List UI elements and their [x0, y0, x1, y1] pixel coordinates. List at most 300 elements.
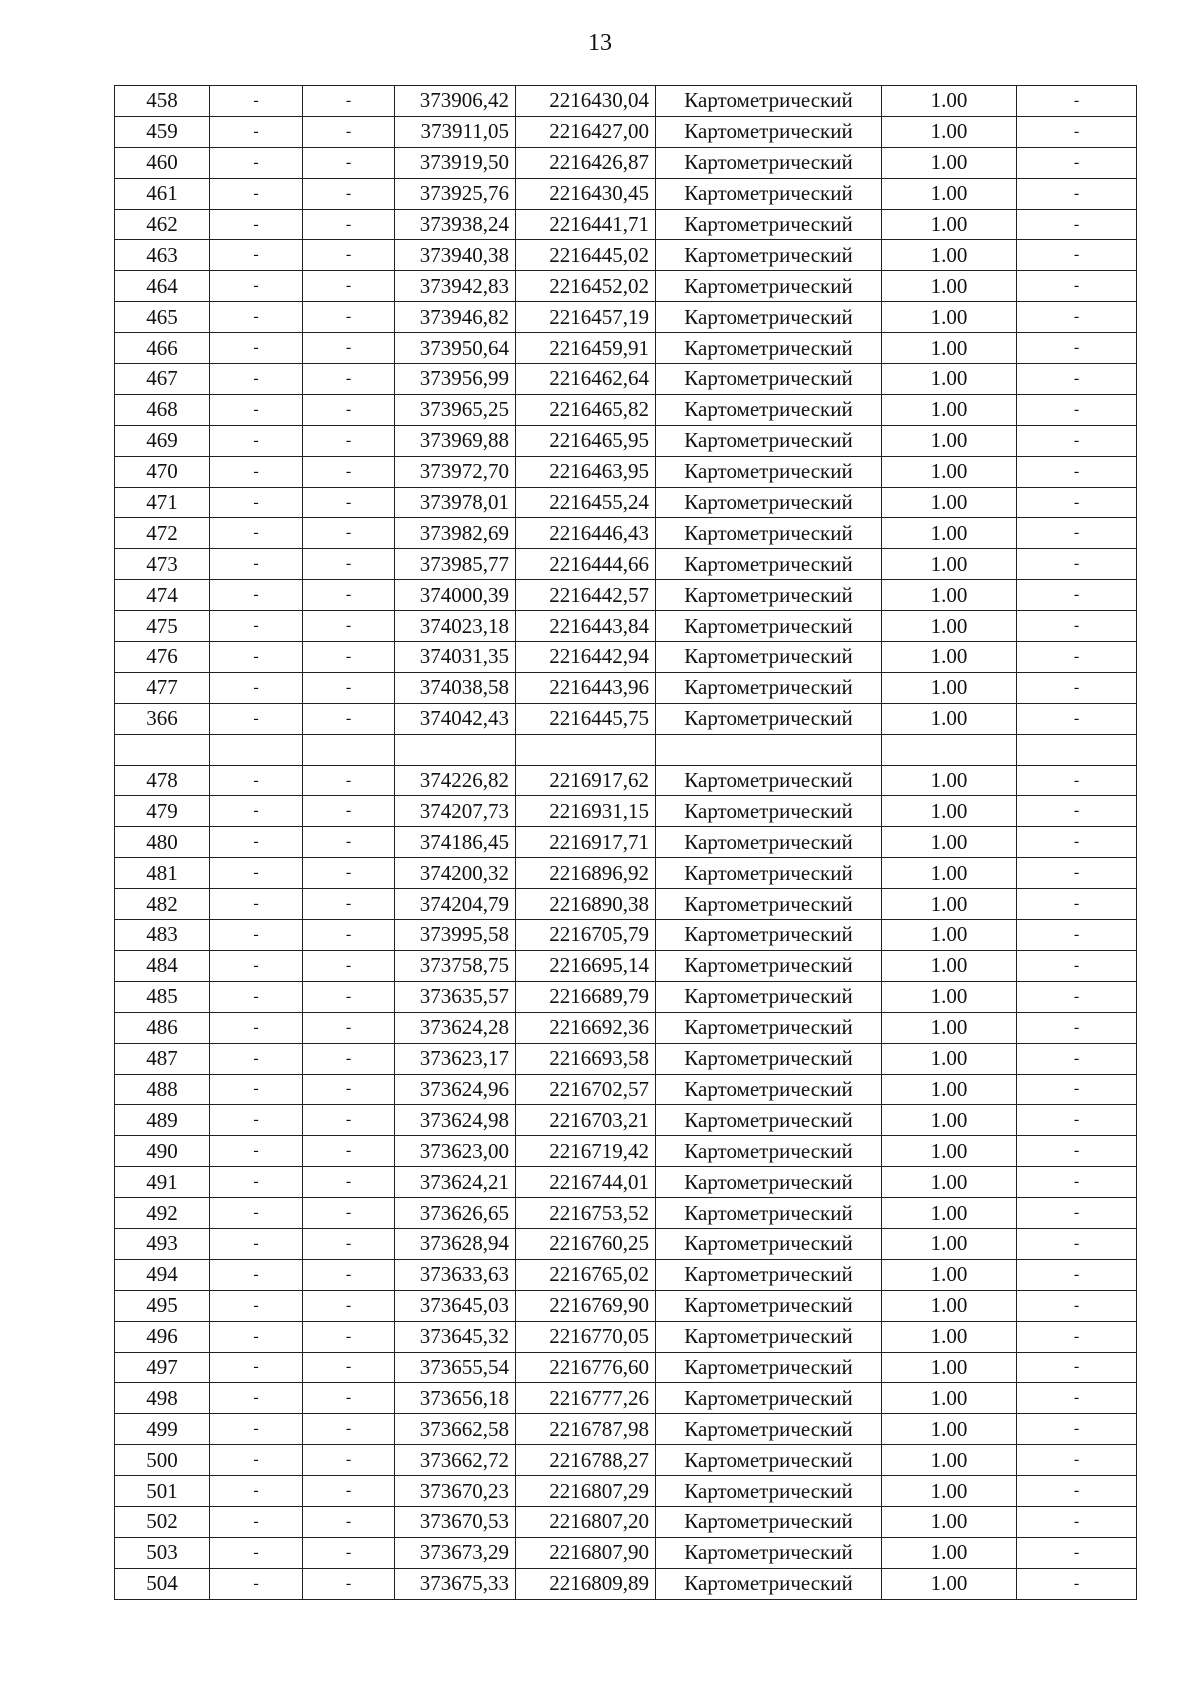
col3-cell: - [303, 1476, 395, 1507]
x-coordinate-cell: 373673,29 [395, 1537, 516, 1568]
col2-cell [210, 734, 303, 765]
method-cell: Картометрический [656, 827, 882, 858]
point-number-cell: 478 [115, 765, 210, 796]
col2-cell: - [210, 116, 303, 147]
y-coordinate-cell: 2216807,29 [516, 1476, 656, 1507]
description-cell: - [1017, 1537, 1137, 1568]
point-number-cell: 493 [115, 1228, 210, 1259]
description-cell: - [1017, 1228, 1137, 1259]
col3-cell: - [303, 1290, 395, 1321]
description-cell: - [1017, 147, 1137, 178]
point-number-cell: 485 [115, 981, 210, 1012]
table-row [115, 580, 1137, 611]
x-coordinate-cell: 373995,58 [395, 920, 516, 951]
point-number-cell: 499 [115, 1414, 210, 1445]
col2-cell: - [210, 456, 303, 487]
accuracy-cell: 1.00 [882, 827, 1017, 858]
col3-cell: - [303, 209, 395, 240]
description-cell: - [1017, 271, 1137, 302]
table-row [115, 1476, 1137, 1507]
method-cell: Картометрический [656, 765, 882, 796]
col3-cell: - [303, 611, 395, 642]
x-coordinate-cell: 373624,96 [395, 1074, 516, 1105]
description-cell: - [1017, 642, 1137, 673]
accuracy-cell: 1.00 [882, 580, 1017, 611]
x-coordinate-cell: 373906,42 [395, 86, 516, 117]
point-number-cell: 465 [115, 302, 210, 333]
description-cell: - [1017, 889, 1137, 920]
col3-cell: - [303, 920, 395, 951]
col2-cell: - [210, 1414, 303, 1445]
y-coordinate-cell: 2216703,21 [516, 1105, 656, 1136]
method-cell: Картометрический [656, 1136, 882, 1167]
method-cell: Картометрический [656, 456, 882, 487]
x-coordinate-cell: 373662,72 [395, 1445, 516, 1476]
point-number-cell: 461 [115, 178, 210, 209]
table-row [115, 858, 1137, 889]
y-coordinate-cell: 2216788,27 [516, 1445, 656, 1476]
method-cell: Картометрический [656, 116, 882, 147]
table-row [115, 1167, 1137, 1198]
y-coordinate-cell: 2216452,02 [516, 271, 656, 302]
col2-cell: - [210, 765, 303, 796]
table-row [115, 1228, 1137, 1259]
description-cell: - [1017, 1414, 1137, 1445]
col3-cell: - [303, 981, 395, 1012]
y-coordinate-cell: 2216426,87 [516, 147, 656, 178]
col3-cell: - [303, 1198, 395, 1229]
table-row [115, 672, 1137, 703]
table-row [115, 394, 1137, 425]
method-cell: Картометрический [656, 950, 882, 981]
point-number-cell: 475 [115, 611, 210, 642]
method-cell: Картометрический [656, 394, 882, 425]
x-coordinate-cell: 373633,63 [395, 1259, 516, 1290]
accuracy-cell: 1.00 [882, 858, 1017, 889]
col3-cell: - [303, 487, 395, 518]
col2-cell: - [210, 950, 303, 981]
y-coordinate-cell: 2216777,26 [516, 1383, 656, 1414]
table-row [115, 456, 1137, 487]
accuracy-cell: 1.00 [882, 1259, 1017, 1290]
method-cell: Картометрический [656, 1414, 882, 1445]
point-number-cell: 496 [115, 1321, 210, 1352]
col2-cell: - [210, 1167, 303, 1198]
x-coordinate-cell: 373662,58 [395, 1414, 516, 1445]
x-coordinate-cell: 373623,00 [395, 1136, 516, 1167]
method-cell: Картометрический [656, 209, 882, 240]
x-coordinate-cell: 373623,17 [395, 1043, 516, 1074]
col3-cell: - [303, 518, 395, 549]
description-cell: - [1017, 333, 1137, 364]
point-number-cell: 469 [115, 425, 210, 456]
col2-cell: - [210, 1537, 303, 1568]
point-number-cell: 366 [115, 703, 210, 734]
col2-cell: - [210, 889, 303, 920]
x-coordinate-cell: 373965,25 [395, 394, 516, 425]
description-cell: - [1017, 364, 1137, 395]
x-coordinate-cell: 373624,28 [395, 1012, 516, 1043]
x-coordinate-cell: 373978,01 [395, 487, 516, 518]
method-cell: Картометрический [656, 425, 882, 456]
col3-cell: - [303, 1136, 395, 1167]
y-coordinate-cell: 2216896,92 [516, 858, 656, 889]
x-coordinate-cell: 373919,50 [395, 147, 516, 178]
accuracy-cell: 1.00 [882, 209, 1017, 240]
table-row [115, 1074, 1137, 1105]
table-row [115, 86, 1137, 117]
col2-cell: - [210, 703, 303, 734]
accuracy-cell: 1.00 [882, 642, 1017, 673]
y-coordinate-cell: 2216445,02 [516, 240, 656, 271]
col3-cell: - [303, 1074, 395, 1105]
col2-cell: - [210, 518, 303, 549]
accuracy-cell: 1.00 [882, 1074, 1017, 1105]
y-coordinate-cell: 2216442,94 [516, 642, 656, 673]
col3-cell: - [303, 1568, 395, 1599]
x-coordinate-cell: 374031,35 [395, 642, 516, 673]
description-cell: - [1017, 858, 1137, 889]
col3-cell: - [303, 456, 395, 487]
col2-cell: - [210, 1445, 303, 1476]
accuracy-cell: 1.00 [882, 425, 1017, 456]
table-row [115, 302, 1137, 333]
col2-cell: - [210, 209, 303, 240]
table-row [115, 364, 1137, 395]
y-coordinate-cell: 2216809,89 [516, 1568, 656, 1599]
accuracy-cell: 1.00 [882, 518, 1017, 549]
col2-cell: - [210, 425, 303, 456]
table-row [115, 1568, 1137, 1599]
col3-cell: - [303, 1167, 395, 1198]
description-cell: - [1017, 1012, 1137, 1043]
col2-cell: - [210, 981, 303, 1012]
point-number-cell: 477 [115, 672, 210, 703]
col2-cell: - [210, 487, 303, 518]
col3-cell: - [303, 1506, 395, 1537]
y-coordinate-cell: 2216459,91 [516, 333, 656, 364]
y-coordinate-cell: 2216787,98 [516, 1414, 656, 1445]
accuracy-cell: 1.00 [882, 1136, 1017, 1167]
table-row [115, 518, 1137, 549]
accuracy-cell [882, 734, 1017, 765]
point-number-cell: 476 [115, 642, 210, 673]
col2-cell: - [210, 1476, 303, 1507]
table-row [115, 178, 1137, 209]
description-cell: - [1017, 209, 1137, 240]
y-coordinate-cell: 2216689,79 [516, 981, 656, 1012]
point-number-cell: 503 [115, 1537, 210, 1568]
description-cell: - [1017, 302, 1137, 333]
method-cell: Картометрический [656, 1043, 882, 1074]
x-coordinate-cell: 374038,58 [395, 672, 516, 703]
point-number-cell: 467 [115, 364, 210, 395]
col3-cell: - [303, 796, 395, 827]
method-cell: Картометрический [656, 1321, 882, 1352]
method-cell: Картометрический [656, 1383, 882, 1414]
description-cell: - [1017, 116, 1137, 147]
point-number-cell: 462 [115, 209, 210, 240]
col3-cell: - [303, 1537, 395, 1568]
col2-cell: - [210, 1228, 303, 1259]
x-coordinate-cell: 373655,54 [395, 1352, 516, 1383]
method-cell: Картометрический [656, 1259, 882, 1290]
col3-cell: - [303, 1445, 395, 1476]
col2-cell: - [210, 1259, 303, 1290]
table-row [115, 549, 1137, 580]
y-coordinate-cell: 2216695,14 [516, 950, 656, 981]
x-coordinate-cell: 373946,82 [395, 302, 516, 333]
table-row [115, 889, 1137, 920]
col2-cell: - [210, 549, 303, 580]
point-number-cell: 480 [115, 827, 210, 858]
accuracy-cell: 1.00 [882, 487, 1017, 518]
table-row [115, 1198, 1137, 1229]
accuracy-cell: 1.00 [882, 549, 1017, 580]
description-cell: - [1017, 518, 1137, 549]
description-cell: - [1017, 456, 1137, 487]
col2-cell: - [210, 364, 303, 395]
point-number-cell: 489 [115, 1105, 210, 1136]
point-number-cell: 479 [115, 796, 210, 827]
y-coordinate-cell: 2216769,90 [516, 1290, 656, 1321]
method-cell: Картометрический [656, 1537, 882, 1568]
x-coordinate-cell: 373624,21 [395, 1167, 516, 1198]
point-number-cell: 481 [115, 858, 210, 889]
table-row [115, 981, 1137, 1012]
x-coordinate-cell: 373956,99 [395, 364, 516, 395]
point-number-cell: 500 [115, 1445, 210, 1476]
table-row [115, 1043, 1137, 1074]
point-number-cell: 486 [115, 1012, 210, 1043]
table-row [115, 240, 1137, 271]
table-row [115, 1105, 1137, 1136]
table-row [115, 796, 1137, 827]
method-cell: Картометрический [656, 147, 882, 178]
col3-cell: - [303, 178, 395, 209]
x-coordinate-cell: 373758,75 [395, 950, 516, 981]
description-cell: - [1017, 981, 1137, 1012]
description-cell: - [1017, 1136, 1137, 1167]
method-cell: Картометрический [656, 364, 882, 395]
col2-cell: - [210, 1198, 303, 1229]
table-row [115, 611, 1137, 642]
col2-cell: - [210, 611, 303, 642]
table-row [115, 1136, 1137, 1167]
y-coordinate-cell: 2216443,96 [516, 672, 656, 703]
col2-cell: - [210, 642, 303, 673]
point-number-cell: 498 [115, 1383, 210, 1414]
col3-cell: - [303, 147, 395, 178]
x-coordinate-cell [395, 734, 516, 765]
description-cell: - [1017, 950, 1137, 981]
col3-cell: - [303, 1352, 395, 1383]
description-cell: - [1017, 1445, 1137, 1476]
accuracy-cell: 1.00 [882, 920, 1017, 951]
method-cell: Картометрический [656, 178, 882, 209]
accuracy-cell: 1.00 [882, 703, 1017, 734]
point-number-cell: 483 [115, 920, 210, 951]
description-cell: - [1017, 487, 1137, 518]
point-number-cell: 484 [115, 950, 210, 981]
point-number-cell: 492 [115, 1198, 210, 1229]
point-number-cell: 463 [115, 240, 210, 271]
col2-cell: - [210, 1043, 303, 1074]
point-number-cell: 504 [115, 1568, 210, 1599]
col3-cell: - [303, 827, 395, 858]
col2-cell: - [210, 1136, 303, 1167]
table-row [115, 487, 1137, 518]
y-coordinate-cell: 2216890,38 [516, 889, 656, 920]
method-cell: Картометрический [656, 672, 882, 703]
table-row [115, 1352, 1137, 1383]
col3-cell: - [303, 271, 395, 302]
y-coordinate-cell: 2216765,02 [516, 1259, 656, 1290]
y-coordinate-cell: 2216443,84 [516, 611, 656, 642]
x-coordinate-cell: 374200,32 [395, 858, 516, 889]
description-cell: - [1017, 1506, 1137, 1537]
point-number-cell: 497 [115, 1352, 210, 1383]
method-cell: Картометрический [656, 1290, 882, 1321]
table-row [115, 1321, 1137, 1352]
col3-cell: - [303, 364, 395, 395]
y-coordinate-cell: 2216430,45 [516, 178, 656, 209]
col3-cell: - [303, 858, 395, 889]
accuracy-cell: 1.00 [882, 1012, 1017, 1043]
col2-cell: - [210, 672, 303, 703]
point-number-cell: 471 [115, 487, 210, 518]
point-number-cell: 502 [115, 1506, 210, 1537]
method-cell: Картометрический [656, 1352, 882, 1383]
y-coordinate-cell: 2216465,82 [516, 394, 656, 425]
col3-cell: - [303, 1012, 395, 1043]
col3-cell: - [303, 1321, 395, 1352]
col2-cell: - [210, 240, 303, 271]
method-cell [656, 734, 882, 765]
y-coordinate-cell: 2216807,20 [516, 1506, 656, 1537]
col3-cell: - [303, 580, 395, 611]
y-coordinate-cell: 2216807,90 [516, 1537, 656, 1568]
table-row [115, 209, 1137, 240]
method-cell: Картометрический [656, 1167, 882, 1198]
col3-cell: - [303, 703, 395, 734]
description-cell: - [1017, 1074, 1137, 1105]
description-cell: - [1017, 796, 1137, 827]
point-number-cell: 487 [115, 1043, 210, 1074]
x-coordinate-cell: 373911,05 [395, 116, 516, 147]
accuracy-cell: 1.00 [882, 271, 1017, 302]
point-number-cell: 501 [115, 1476, 210, 1507]
x-coordinate-cell: 373635,57 [395, 981, 516, 1012]
x-coordinate-cell: 374023,18 [395, 611, 516, 642]
y-coordinate-cell: 2216430,04 [516, 86, 656, 117]
col2-cell: - [210, 1074, 303, 1105]
x-coordinate-cell: 373925,76 [395, 178, 516, 209]
x-coordinate-cell: 373645,32 [395, 1321, 516, 1352]
method-cell: Картометрический [656, 1445, 882, 1476]
accuracy-cell: 1.00 [882, 147, 1017, 178]
method-cell: Картометрический [656, 611, 882, 642]
col2-cell: - [210, 394, 303, 425]
col2-cell: - [210, 333, 303, 364]
y-coordinate-cell: 2216462,64 [516, 364, 656, 395]
description-cell: - [1017, 549, 1137, 580]
y-coordinate-cell: 2216931,15 [516, 796, 656, 827]
accuracy-cell: 1.00 [882, 796, 1017, 827]
x-coordinate-cell: 373675,33 [395, 1568, 516, 1599]
col2-cell: - [210, 1506, 303, 1537]
table-row [115, 147, 1137, 178]
x-coordinate-cell: 373972,70 [395, 456, 516, 487]
description-cell: - [1017, 1321, 1137, 1352]
col2-cell: - [210, 796, 303, 827]
accuracy-cell: 1.00 [882, 1537, 1017, 1568]
y-coordinate-cell: 2216692,36 [516, 1012, 656, 1043]
point-number-cell: 490 [115, 1136, 210, 1167]
y-coordinate-cell: 2216917,71 [516, 827, 656, 858]
x-coordinate-cell: 373940,38 [395, 240, 516, 271]
y-coordinate-cell: 2216744,01 [516, 1167, 656, 1198]
method-cell: Картометрический [656, 240, 882, 271]
table-row [115, 1506, 1137, 1537]
col3-cell: - [303, 86, 395, 117]
table-row [115, 1537, 1137, 1568]
table-row [115, 1290, 1137, 1321]
accuracy-cell: 1.00 [882, 1228, 1017, 1259]
accuracy-cell: 1.00 [882, 611, 1017, 642]
accuracy-cell: 1.00 [882, 1043, 1017, 1074]
accuracy-cell: 1.00 [882, 1445, 1017, 1476]
description-cell: - [1017, 672, 1137, 703]
accuracy-cell: 1.00 [882, 1568, 1017, 1599]
accuracy-cell: 1.00 [882, 456, 1017, 487]
y-coordinate-cell: 2216705,79 [516, 920, 656, 951]
point-number-cell: 458 [115, 86, 210, 117]
x-coordinate-cell: 374204,79 [395, 889, 516, 920]
y-coordinate-cell: 2216776,60 [516, 1352, 656, 1383]
description-cell: - [1017, 580, 1137, 611]
description-cell: - [1017, 178, 1137, 209]
y-coordinate-cell: 2216917,62 [516, 765, 656, 796]
col3-cell: - [303, 672, 395, 703]
table-row [115, 765, 1137, 796]
method-cell: Картометрический [656, 271, 882, 302]
description-cell: - [1017, 765, 1137, 796]
x-coordinate-cell: 373645,03 [395, 1290, 516, 1321]
method-cell: Картометрический [656, 1476, 882, 1507]
col2-cell: - [210, 858, 303, 889]
method-cell: Картометрический [656, 642, 882, 673]
table-row [115, 920, 1137, 951]
description-cell: - [1017, 1352, 1137, 1383]
col3-cell: - [303, 425, 395, 456]
col2-cell: - [210, 1383, 303, 1414]
point-number-cell: 468 [115, 394, 210, 425]
accuracy-cell: 1.00 [882, 1476, 1017, 1507]
description-cell: - [1017, 1198, 1137, 1229]
description-cell: - [1017, 1383, 1137, 1414]
accuracy-cell: 1.00 [882, 981, 1017, 1012]
x-coordinate-cell: 373969,88 [395, 425, 516, 456]
col3-cell: - [303, 1259, 395, 1290]
description-cell [1017, 734, 1137, 765]
coordinates-table [114, 85, 1137, 1600]
x-coordinate-cell: 374000,39 [395, 580, 516, 611]
point-number-cell: 459 [115, 116, 210, 147]
x-coordinate-cell: 373670,23 [395, 1476, 516, 1507]
col3-cell [303, 734, 395, 765]
description-cell: - [1017, 394, 1137, 425]
